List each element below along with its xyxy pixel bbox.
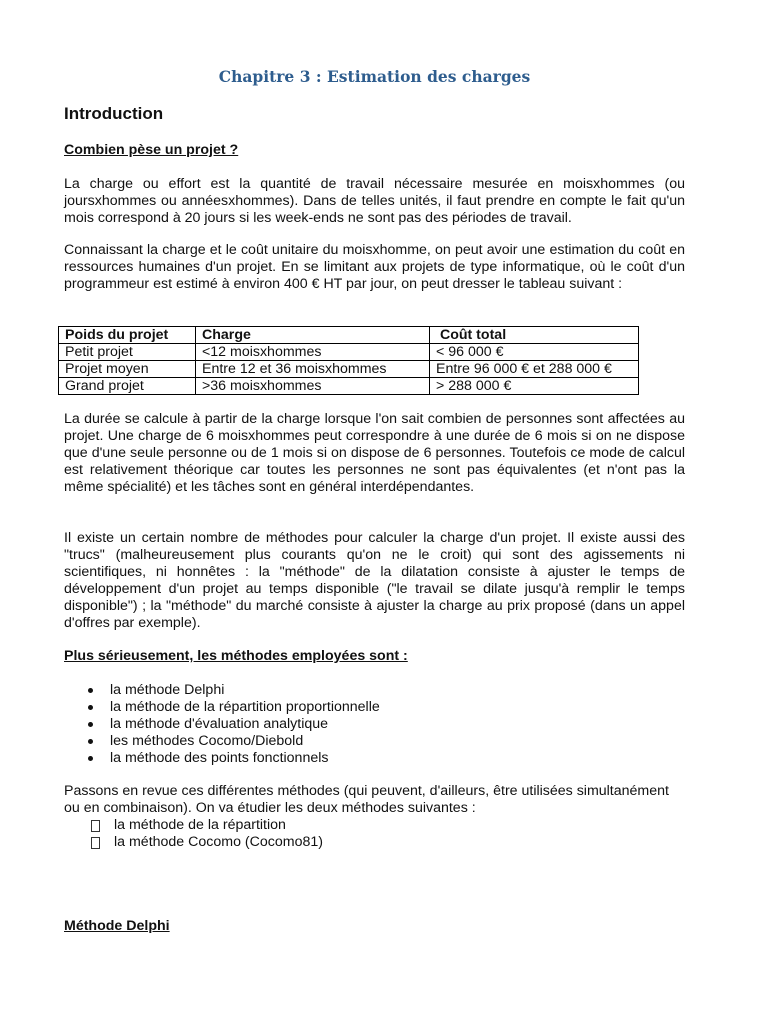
studied-methods-list (64, 817, 323, 851)
chapter-title: Chapitre 3 : Estimation des charges (218, 67, 531, 86)
list-item: les méthodes Cocomo/Diebold (64, 733, 380, 750)
list-item: la méthode Delphi (64, 682, 380, 699)
table-cell: Grand projet (59, 378, 196, 395)
table-header-cell: Poids du projet (59, 327, 196, 344)
section-heading-weight: Combien pèse un projet ? (64, 142, 239, 158)
table-cell: Petit projet (59, 344, 196, 361)
list-item-label: la méthode de la répartition (114, 817, 286, 833)
section-heading-methods: Plus sérieusement, les méthodes employées sont : (64, 648, 408, 664)
table-cell: Entre 96 000 € et 288 000 € (430, 361, 639, 378)
paragraph-charge-definition: La charge ou effort est la quantité de travail nécessaire mesurée en moisxhommes (ou joursxhommes ou annéesxhommes). Dans de telles unités, il faut prendre en compte le fait qu'un mois correspond à 20 jours si les week-ends ne sont pas des périodes de travail. (64, 176, 685, 226)
list-item: la méthode des points fonctionnels (64, 750, 380, 767)
section-heading-delphi: Méthode Delphi (64, 918, 170, 934)
list-item: la méthode de la répartition proportionnelle (64, 699, 380, 716)
table-cell: < 96 000 € (430, 344, 639, 361)
table-cell: Projet moyen (59, 361, 196, 378)
table-cell: <12 moisxhommes (196, 344, 430, 361)
paragraph-duration: La durée se calcule à partir de la charge lorsque l'on sait combien de personnes sont affectées au projet. Une charge de 6 moisxhommes peut correspondre à une durée de 6 mois si on ne dispose que d'une seule personne ou de 1 mois si on dispose de 6 personnes. Toutefois ce mode de calcul est relativement théorique car toutes les personnes ne sont pas équivalentes (et n'ont pas la même spécialité) et les tâches sont en général interdépendantes. (64, 411, 685, 495)
list-item: la méthode d'évaluation analytique (64, 716, 380, 733)
table-cell: >36 moisxhommes (196, 378, 430, 395)
cost-table (58, 326, 639, 395)
paragraph-methods-intro: Il existe un certain nombre de méthodes pour calculer la charge d'un projet. Il existe aussi des "trucs" (malheureusement plus courants qu'on ne le croit) qui sont des agissements ni scientifiques, ni honnêtes : la "méthode" de la dilatation consiste à ajuster le temps de développement d'un projet au temps disponible ("le travail se dilate jusqu'à remplir le temps disponible") ; la "méthode" du marché consiste à ajuster la charge au prix proposé (dans un appel d'offres par exemple). (64, 530, 685, 631)
missing-glyph-icon (91, 820, 100, 832)
table-cell: Entre 12 et 36 moisxhommes (196, 361, 430, 378)
table-row (59, 344, 639, 361)
table-cell: > 288 000 € (430, 378, 639, 395)
table-row (59, 378, 639, 395)
table-header-cell: Charge (196, 327, 430, 344)
list-item (64, 817, 323, 834)
paragraph-review: Passons en revue ces différentes méthodes (qui peuvent, d'ailleurs, être utilisées simultanément ou en combinaison). On va étudier les deux méthodes suivantes : (64, 783, 669, 816)
paragraph-cost-estimate: Connaissant la charge et le coût unitaire du moisxhomme, on peut avoir une estimation du coût en ressources humaines d'un projet. En se limitant aux projets de type informatique, où le coût d'un programmeur est estimé à environ 400 € HT par jour, on peut dresser le tableau suivant : (64, 242, 685, 292)
table-header-cell: Coût total (430, 327, 639, 344)
list-item (64, 834, 323, 851)
table-header-row (59, 327, 639, 344)
table-row (59, 361, 639, 378)
methods-list (64, 682, 380, 767)
missing-glyph-icon (91, 837, 100, 849)
list-item-label: la méthode Cocomo (Cocomo81) (114, 834, 323, 850)
intro-heading: Introduction (64, 104, 164, 123)
